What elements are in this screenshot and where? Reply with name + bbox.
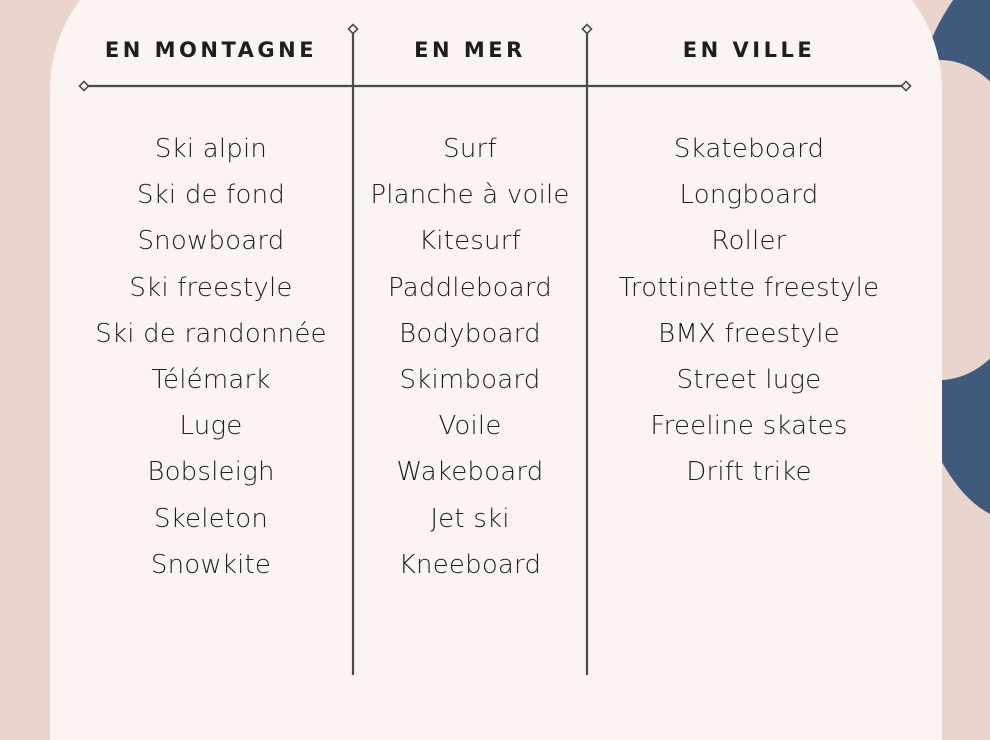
list-item: Wakeboard <box>396 457 544 488</box>
list-item: Luge <box>179 411 243 442</box>
list-item: Ski de fond <box>136 180 286 211</box>
list-item: Ski de randonnée <box>95 318 327 349</box>
diamond-ornament <box>79 81 88 90</box>
diamond-ornament <box>348 24 357 33</box>
diamond-ornament <box>901 81 910 90</box>
list-item: Drift trike <box>686 457 812 488</box>
list-item: Télémark <box>151 364 271 395</box>
list-item: Skateboard <box>673 134 825 164</box>
list-item: Street luge <box>676 364 822 395</box>
list-item: Bobsleigh <box>147 457 275 488</box>
list-item: Skimboard <box>399 364 541 395</box>
list-item: Paddleboard <box>388 272 552 303</box>
list-item: Jet ski <box>430 503 510 534</box>
diamond-ornament <box>582 24 591 33</box>
list-en-mer <box>358 126 582 588</box>
list-item: Voile <box>438 411 502 442</box>
column-header-en-ville: EN VILLE <box>682 38 816 62</box>
list-item: BMX freestyle <box>658 318 840 349</box>
list-item: Kneeboard <box>398 549 542 580</box>
list-item: Surf <box>443 134 497 164</box>
list-item: Trottinette freestyle <box>618 272 880 303</box>
list-item: Longboard <box>679 180 819 211</box>
list-en-ville <box>600 126 898 496</box>
list-item: Ski freestyle <box>129 272 293 303</box>
list-item: Kitesurf <box>419 226 521 257</box>
list-item: Ski alpin <box>154 134 268 164</box>
list-item: Snowboard <box>137 226 285 257</box>
list-en-montagne <box>80 126 342 588</box>
column-header-en-montagne: EN MONTAGNE <box>104 38 318 62</box>
list-item: Snowkite <box>150 549 272 580</box>
column-header-en-mer: EN MER <box>414 38 526 62</box>
list-item: Skeleton <box>153 503 269 534</box>
list-item: Freeline skates <box>650 411 848 442</box>
list-item: Roller <box>711 226 787 257</box>
list-item: Bodyboard <box>399 318 541 349</box>
list-item: Planche à voile <box>370 180 570 211</box>
